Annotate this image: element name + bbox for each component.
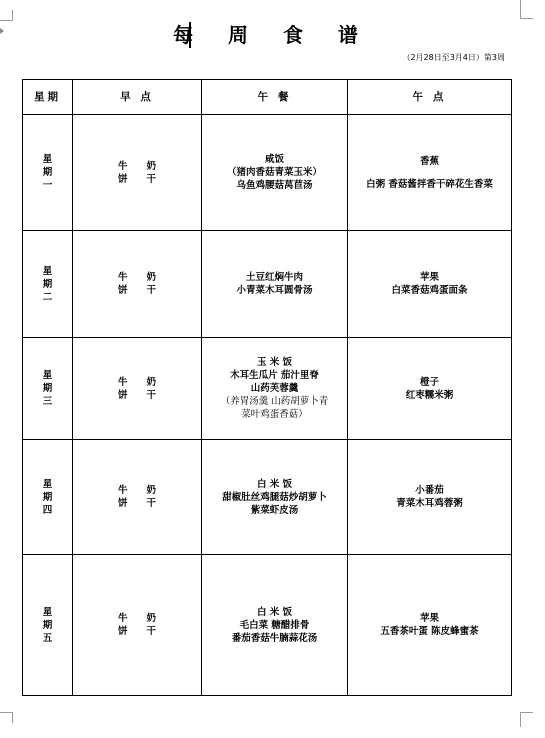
table-header-row [23,80,512,115]
header-lunch[interactable]: 午 餐 [202,80,348,115]
snack-cell[interactable]: 橙子 红枣糯米粥 [348,338,512,440]
header-day[interactable]: 星期 [23,80,73,115]
day-cell[interactable]: 星 期 五 [23,555,73,696]
lunch-cell[interactable]: 白 米 饭 毛白菜 糖醋排骨 番茄香菇牛腩蒜花汤 [202,555,348,696]
date-range-subtitle[interactable]: （2月28日至3月4日）第3周 [402,53,505,62]
day-cell[interactable]: 星 期 三 [23,338,73,440]
day-cell[interactable]: 星 期 一 [23,115,73,231]
page-title[interactable]: 每 周 食 谱 [173,23,372,47]
crop-mark-bottom-right [520,712,533,727]
lunch-cell[interactable]: 土豆红焖牛肉 小青菜木耳圆骨汤 [202,231,348,338]
table-row [23,231,512,338]
table-row [23,555,512,696]
snack-cell[interactable]: 苹果 五香茶叶蛋 陈皮蜂蜜茶 [348,555,512,696]
header-breakfast[interactable]: 早 点 [73,80,202,115]
breakfast-cell[interactable]: 牛 奶 饼 干 [73,338,202,440]
lunch-cell[interactable]: 白 米 饭 甜椒肚丝鸡腿菇炒胡萝卜 紫菜虾皮汤 [202,440,348,555]
snack-cell[interactable]: 香蕉 白粥 香菇酱拌香干碎花生香菜 [348,115,512,231]
breakfast-cell[interactable]: 牛 奶 饼 干 [73,555,202,696]
crop-mark-top-left [0,10,13,21]
header-snack[interactable]: 午 点 [348,80,512,115]
crop-mark-top-right [520,0,533,19]
day-cell[interactable]: 星 期 四 [23,440,73,555]
weekly-menu-table [22,79,512,696]
table-row [23,338,512,440]
breakfast-cell[interactable]: 牛 奶 饼 干 [73,231,202,338]
table-row [23,115,512,231]
breakfast-cell[interactable]: 牛 奶 饼 干 [73,440,202,555]
snack-cell[interactable]: 苹果 白菜香菇鸡蛋面条 [348,231,512,338]
day-cell[interactable]: 星 期 二 [23,231,73,338]
lunch-cell[interactable]: 玉 米 饭 木耳生瓜片 茄汁里脊 山药芙蓉羹 （养胃汤羹 山药胡萝卜青 菜叶鸡蛋香菇） [202,338,348,440]
breakfast-cell[interactable]: 牛 奶 饼 干 [73,115,202,231]
crop-mark-bottom-left [0,712,13,723]
snack-cell[interactable]: 小番茄 青菜木耳鸡蓉粥 [348,440,512,555]
lunch-cell[interactable]: 咸饭 （猪肉香菇青菜玉米） 乌鱼鸡腰菇莴苣汤 [202,115,348,231]
table-row [23,440,512,555]
